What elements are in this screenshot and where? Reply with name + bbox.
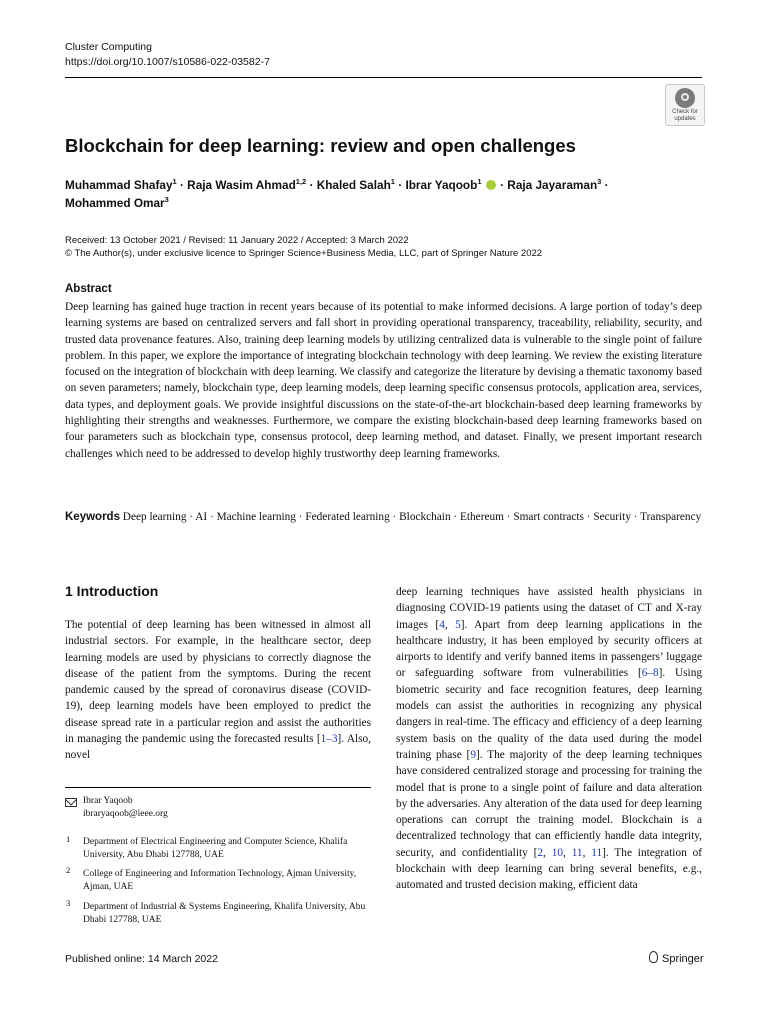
intro-column-left: The potential of deep learning has been witnessed in almost all industrial sectors. For example, in the healthcare sector, deep learning models are used by physicians to correctly diagnose the disease of the patient from the symptoms. During the recent pandemic caused by the spread of coronavirus disease (COVID-19), deep learning models have been employed to predict the disease spread rate in a particular region and assist the authorities in managing the pandemic using the forecasted results [1–3]. Also, novel bbox=[65, 619, 371, 762]
orcid-icon[interactable] bbox=[486, 180, 496, 190]
publisher-logo bbox=[648, 951, 704, 965]
citation-link[interactable]: 11 bbox=[571, 846, 583, 859]
author-name[interactable]: Raja Wasim Ahmad bbox=[187, 178, 296, 192]
crossmark-icon bbox=[675, 88, 695, 108]
citation-link[interactable]: 2 bbox=[537, 846, 544, 859]
affiliation-mark: 3 bbox=[597, 177, 602, 187]
section-heading: 1 Introduction bbox=[65, 583, 159, 599]
affiliation-1: Department of Electrical Engineering and Computer Science, Khalifa University, Abu Dhabi 127788, UAE bbox=[83, 837, 348, 860]
affiliation-mark: 1 bbox=[172, 177, 177, 187]
keywords-list: Deep learning · AI · Machine learning · Federated learning · Blockchain · Ethereum · Smart contracts · Security · Transparency bbox=[122, 511, 702, 523]
paper-title: Blockchain for deep learning: review and open challenges bbox=[65, 135, 576, 156]
intro-column-right: deep learning techniques have assisted health physicians in diagnosing COVID-19 patients using the dataset of CT and X-ray images [4, 5]. Apart from deep learning applications in the healthcare industry, it has been employed by security officers at airports to identify and verify banned items in passengers’ luggage or safeguarding software from vulnerabilities [6–8]. Using biometric security and face recognition features, deep learning models can assist the authorities in recognizing any physical dangers in real-time. The efficacy and efficiency of a deep learning system basis on the quality of the data used during the model training phase [9]. The majority of the deep learning techniques have considered centralized storage and processing for training the model that is prone to a single point of failure and data alteration by the adversaries. Any alteration of the data used for deep learning operations can corrupt the training model. Blockchain is a decentralized technology that can efficiently handle data integrity, security, and confidentiality [2, 10, 11, 11]. The integration of blockchain with deep learning can bring several benefits, e.g., automated and trusted decision making, efficient data bbox=[396, 586, 703, 892]
affiliation-mark: 1 bbox=[390, 177, 395, 187]
citation-link[interactable]: 4 bbox=[439, 618, 445, 631]
affiliation-number: 2 bbox=[66, 865, 71, 875]
citation-link[interactable]: 5 bbox=[455, 618, 461, 631]
corresponding-author-name: Ibrar Yaqoob bbox=[83, 796, 133, 806]
affiliation-number: 3 bbox=[66, 898, 71, 908]
badge-line-2: updates bbox=[674, 116, 696, 122]
published-date: Published online: 14 March 2022 bbox=[65, 953, 218, 965]
check-for-updates-badge[interactable] bbox=[665, 84, 705, 126]
author-name[interactable]: Khaled Salah bbox=[316, 178, 391, 192]
affiliation-number: 1 bbox=[66, 834, 71, 844]
affiliation-mark: 1 bbox=[477, 177, 482, 187]
publisher-name: Springer bbox=[662, 953, 704, 965]
copyright-notice: © The Author(s), under exclusive licence to Springer Science+Business Media, LLC, part of Springer Nature 2022 bbox=[65, 248, 543, 259]
keywords-block bbox=[65, 509, 702, 525]
affiliation-2: College of Engineering and Information Technology, Ajman University, Ajman, UAE bbox=[83, 869, 357, 892]
affiliation-mark: 1,2 bbox=[295, 177, 307, 187]
abstract-heading: Abstract bbox=[65, 283, 112, 295]
citation-link[interactable]: 10 bbox=[551, 846, 563, 859]
author-name[interactable]: Raja Jayaraman bbox=[507, 178, 598, 192]
affiliation-mark: 3 bbox=[164, 195, 169, 205]
header-divider bbox=[65, 77, 702, 78]
citation-link[interactable]: 6–8 bbox=[641, 667, 659, 680]
received-revised-accepted: Received: 13 October 2021 / Revised: 11 January 2022 / Accepted: 3 March 2022 bbox=[65, 235, 409, 246]
abstract-text: Deep learning has gained huge traction in recent years because of its potential to make informed decisions. A large portion of today’s deep learning systems are based on centralized servers and fall short in providing operational transparency, traceability, reliability, security, and trusted data provenance features. Also, training deep learning models by utilizing centralized data is vulnerable to the single point of failure problem. In this paper, we explore the importance of integrating blockchain technology with deep learning. We review the existing literature focused on the integration of blockchain with deep learning. We classify and categorize the literature by devising a thematic taxonomy based on seven parameters; namely, blockchain type, deep learning models, deep learning specific consensus protocols, application area, services, data types, and deployment goals. We provide insightful discussions on the state-of-the-art blockchain-based deep learning frameworks by highlighting their strengths and weaknesses. Furthermore, we compare the existing blockchain-based deep learning frameworks based on four parameters such as blockchain type, consensus protocol, deep learning method, and dataset. Finally, we present important research challenges which need to be addressed to develop highly trustworthy deep learning frameworks. bbox=[65, 301, 702, 460]
author-name[interactable]: Muhammad Shafay bbox=[65, 178, 173, 192]
springer-horse-icon bbox=[648, 951, 659, 963]
keywords-heading: Keywords bbox=[65, 511, 120, 523]
affiliation-3: Department of Industrial & Systems Engineering, Khalifa University, Abu Dhabi 127788, UAE bbox=[83, 902, 366, 925]
author-name[interactable]: Ibrar Yaqoob bbox=[405, 178, 478, 192]
journal-name: Cluster Computing bbox=[65, 41, 152, 53]
corresponding-author-email[interactable]: ibraryaqoob@ieee.org bbox=[83, 808, 168, 819]
author-list: Muhammad Shafay$^1$ · Raja Wasim Ahmad$^{1,2}$ · Khaled Salah$^1$ · Ibrar Yaqoob$^1$ · Raja Jayaraman$^3$ · Mohammed Omar$^3$ bbox=[65, 177, 609, 210]
article-history bbox=[65, 234, 542, 260]
author-name[interactable]: Mohammed Omar bbox=[65, 196, 165, 210]
envelope-icon bbox=[65, 798, 77, 807]
journal-header bbox=[65, 40, 270, 70]
doi-link[interactable]: https://doi.org/10.1007/s10586-022-03582-7 bbox=[65, 56, 270, 68]
footnote-divider bbox=[65, 787, 371, 788]
citation-link[interactable]: 11 bbox=[591, 846, 603, 859]
badge-line-1: Check for bbox=[672, 109, 698, 115]
citation-link[interactable]: 1–3 bbox=[320, 733, 338, 746]
corresponding-author bbox=[83, 795, 168, 820]
citation-link[interactable]: 9 bbox=[470, 748, 476, 761]
